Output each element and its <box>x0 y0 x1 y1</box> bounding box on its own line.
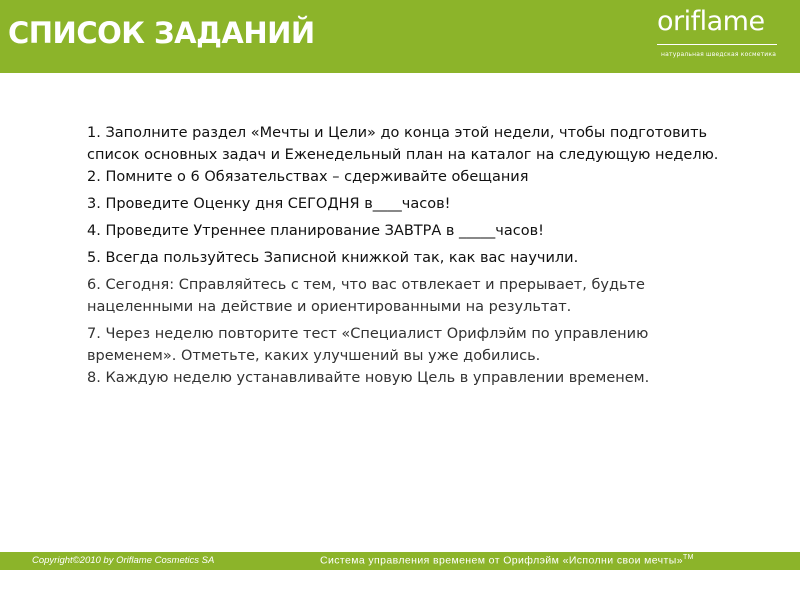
task-item-5: 5. Всегда пользуйтесь Записной книжкой так, как вас научили. <box>87 250 579 266</box>
logo-wordmark: oriflame <box>657 6 765 37</box>
header-bar <box>0 0 800 73</box>
footer-bar <box>0 552 800 570</box>
task-item-3: 3. Проведите Оценку дня СЕГОДНЯ в____часов! <box>87 196 451 212</box>
copyright-text: Copyright©2010 by Oriflame Cosmetics SA <box>32 555 215 566</box>
system-name <box>320 554 694 567</box>
task-item-7: 7. Через неделю повторите тест «Специалист Орифлэйм по управлению временем». Отметьте, каких улучшений вы уже добились. <box>87 326 649 364</box>
logo-tagline: натуральная шведская косметика <box>661 51 777 58</box>
task-item-6: 6. Сегодня: Справляйтесь с тем, что вас отвлекает и прерывает, будьте нацеленными на действие и ориентированными на результат. <box>87 277 645 315</box>
task-item-2: 2. Помните о 6 Обязательствах – сдерживайте обещания <box>87 169 529 185</box>
page-title: СПИСОК ЗАДАНИЙ <box>8 16 315 50</box>
task-item-1: 1. Заполните раздел «Мечты и Цели» до конца этой недели, чтобы подготовить список основных задач и Еженедельный план на каталог на следующую неделю. <box>87 125 719 163</box>
oriflame-logo <box>657 6 787 66</box>
system-name-text: Система управления временем от Орифлэйм «Исполни свои мечты» <box>320 554 683 567</box>
task-list <box>87 122 727 389</box>
task-item-8: 8. Каждую неделю устанавливайте новую Цель в управлении временем. <box>87 370 650 386</box>
task-item-4: 4. Проведите Утреннее планирование ЗАВТРА в _____часов! <box>87 223 544 239</box>
trademark-mark: TM <box>682 554 694 561</box>
logo-divider <box>657 44 777 45</box>
